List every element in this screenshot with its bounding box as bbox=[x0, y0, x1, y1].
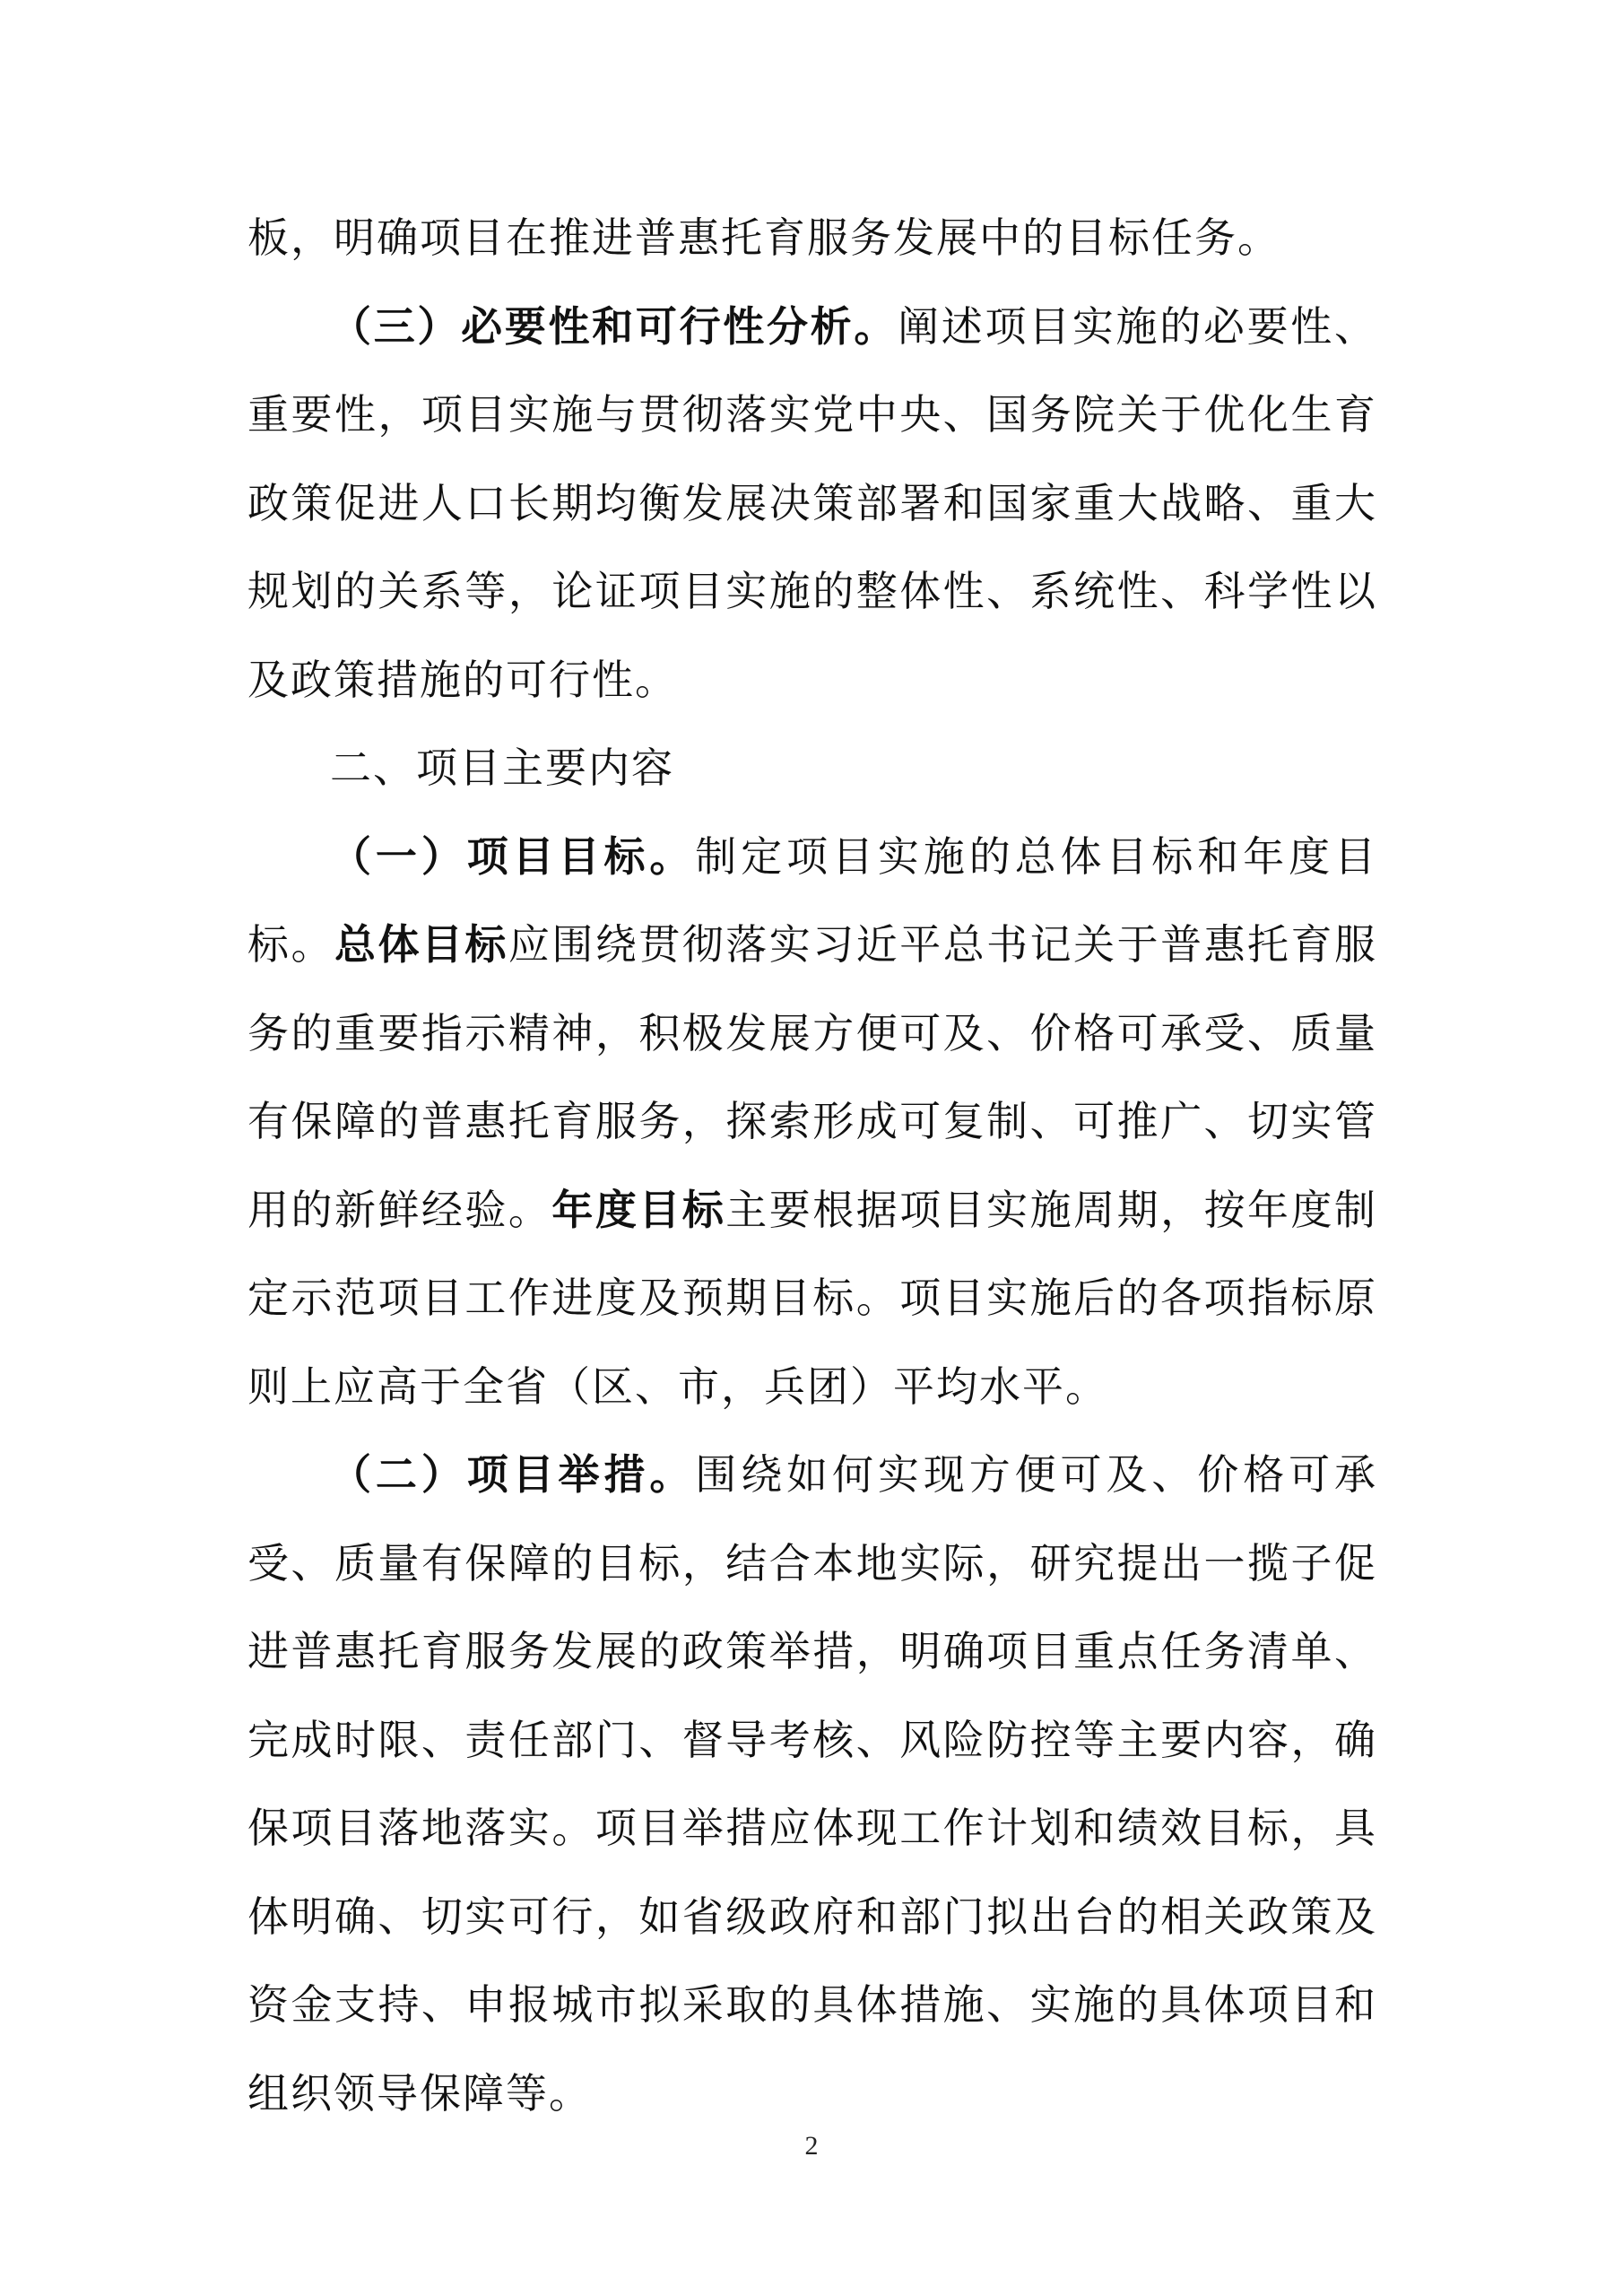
subheading-goals: （一）项目目标。 bbox=[330, 831, 696, 881]
document-body bbox=[247, 194, 1377, 2137]
paragraph-text: 围绕如何实现方便可及、价格可承受、质量有保障的目标，结合本地实际，研究提出一揽子促进普惠托育服务发展的政策举措，明确项目重点任务清单、完成时限、责任部门、督导考核、风险防控等主要内容，确保项目落地落实。项目举措应体现工作计划和绩效目标，具体明确、切实可行，如省级政府和部门拟出台的相关政策及资金支持、申报城市拟采取的具体措施、实施的具体项目和组织领导保障等。 bbox=[247, 1450, 1378, 2118]
subheading-measures: （二）项目举措。 bbox=[330, 1450, 696, 1499]
paragraph-necessity-feasibility bbox=[247, 283, 1377, 725]
paragraph-continuation bbox=[247, 194, 1377, 283]
page-number: 2 bbox=[804, 2131, 819, 2161]
term-annual-goal: 年度目标 bbox=[551, 1185, 726, 1234]
paragraph-text: 应围绕贯彻落实习近平总书记关于普惠托育服务的重要指示精神，积极发展方便可及、价格可承受、质量有保障的普惠托育服务，探索形成可复制、可推广、切实管用的新鲜经验。 bbox=[247, 920, 1378, 1234]
paragraph-text: 主要根据项目实施周期，按年度制定示范项目工作进度及预期目标。项目实施后的各项指标原则上应高于全省（区、市，兵团）平均水平。 bbox=[247, 1185, 1378, 1411]
paragraph-text: 板，明确项目在推进普惠托育服务发展中的目标任务。 bbox=[247, 213, 1280, 262]
section-title-text: 二、项目主要内容 bbox=[330, 744, 674, 792]
paragraph-project-measures bbox=[247, 1431, 1377, 2137]
paragraph-text: 制定项目实施的总体目标和年度目标。 bbox=[247, 831, 1378, 969]
term-overall-goal: 总体目标 bbox=[334, 920, 508, 969]
paragraph-project-goals bbox=[247, 813, 1377, 1431]
paragraph-text: 阐述项目实施的必要性、重要性，项目实施与贯彻落实党中央、国务院关于优化生育政策促进人口长期均衡发展决策部署和国家重大战略、重大规划的关系等，论证项目实施的整体性、系统性、科学性以及政策措施的可行性。 bbox=[247, 301, 1378, 704]
subheading-necessity: （三）必要性和可行性分析。 bbox=[330, 301, 898, 351]
section-title bbox=[247, 724, 1377, 813]
